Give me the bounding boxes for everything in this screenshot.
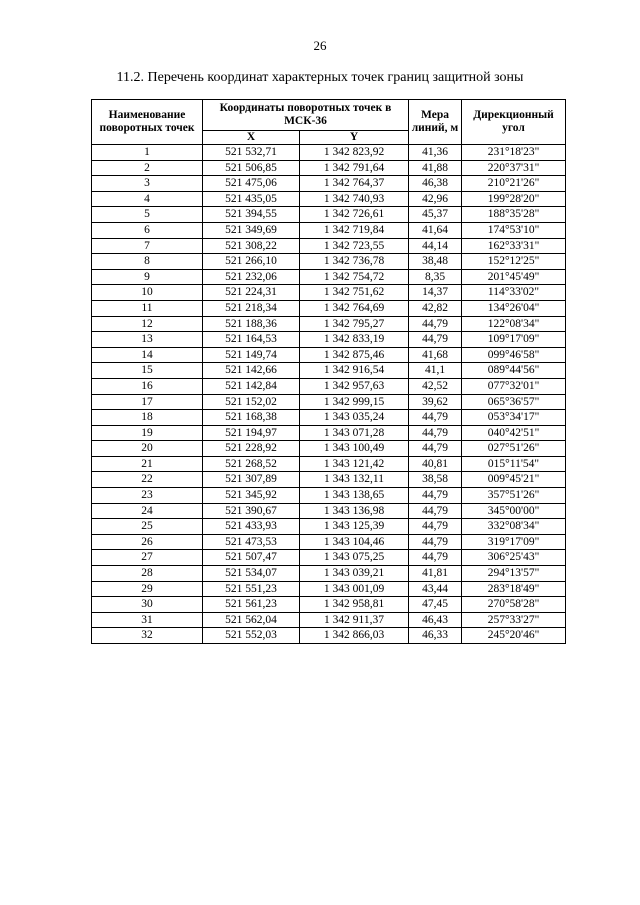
cell-line-length: 44,79 (409, 519, 462, 535)
cell-x: 521 142,66 (203, 363, 300, 379)
cell-direction-angle: 283°18'49" (462, 581, 566, 597)
header-row (92, 100, 566, 131)
cell-x: 521 232,06 (203, 269, 300, 285)
cell-line-length: 44,79 (409, 503, 462, 519)
cell-point-number: 8 (92, 254, 203, 270)
cell-direction-angle: 201°45'49" (462, 269, 566, 285)
cell-line-length: 44,79 (409, 534, 462, 550)
cell-line-length: 46,38 (409, 176, 462, 192)
cell-line-length: 46,43 (409, 612, 462, 628)
table-row (92, 347, 566, 363)
cell-line-length: 44,79 (409, 550, 462, 566)
table-header (92, 100, 566, 145)
cell-y: 1 342 764,69 (300, 300, 409, 316)
cell-direction-angle: 089°44'56" (462, 363, 566, 379)
cell-y: 1 342 866,03 (300, 628, 409, 644)
cell-line-length: 41,81 (409, 566, 462, 582)
cell-direction-angle: 162°33'31" (462, 238, 566, 254)
table-row (92, 441, 566, 457)
cell-line-length: 8,35 (409, 269, 462, 285)
cell-line-length: 44,14 (409, 238, 462, 254)
table-row (92, 550, 566, 566)
cell-direction-angle: 152°12'25" (462, 254, 566, 270)
cell-y: 1 343 132,11 (300, 472, 409, 488)
cell-y: 1 343 136,98 (300, 503, 409, 519)
table-row (92, 363, 566, 379)
cell-y: 1 342 833,19 (300, 332, 409, 348)
table-row (92, 581, 566, 597)
cell-point-number: 12 (92, 316, 203, 332)
cell-direction-angle: 174°53'10" (462, 222, 566, 238)
cell-y: 1 342 957,63 (300, 378, 409, 394)
cell-point-number: 3 (92, 176, 203, 192)
cell-x: 521 168,38 (203, 410, 300, 426)
cell-y: 1 343 075,25 (300, 550, 409, 566)
cell-line-length: 41,64 (409, 222, 462, 238)
table-row (92, 519, 566, 535)
cell-x: 521 345,92 (203, 488, 300, 504)
cell-direction-angle: 199°28'20" (462, 191, 566, 207)
cell-direction-angle: 294°13'57" (462, 566, 566, 582)
cell-point-number: 15 (92, 363, 203, 379)
header-point-name: Наименование поворотных точек (92, 100, 203, 145)
cell-direction-angle: 188°35'28" (462, 207, 566, 223)
table-row (92, 300, 566, 316)
cell-direction-angle: 015°11'54" (462, 456, 566, 472)
cell-point-number: 6 (92, 222, 203, 238)
cell-x: 521 307,89 (203, 472, 300, 488)
cell-line-length: 44,79 (409, 332, 462, 348)
cell-line-length: 42,52 (409, 378, 462, 394)
cell-x: 521 390,67 (203, 503, 300, 519)
cell-y: 1 343 035,24 (300, 410, 409, 426)
cell-direction-angle: 099°46'58" (462, 347, 566, 363)
table-row (92, 254, 566, 270)
cell-line-length: 38,48 (409, 254, 462, 270)
cell-point-number: 30 (92, 597, 203, 613)
cell-direction-angle: 009°45'21" (462, 472, 566, 488)
cell-direction-angle: 077°32'01" (462, 378, 566, 394)
table-row (92, 566, 566, 582)
cell-x: 521 532,71 (203, 145, 300, 161)
cell-line-length: 42,96 (409, 191, 462, 207)
cell-point-number: 22 (92, 472, 203, 488)
header-coordinates-group: Координаты поворотных точек в МСК-36 (203, 100, 409, 131)
cell-x: 521 534,07 (203, 566, 300, 582)
cell-y: 1 342 999,15 (300, 394, 409, 410)
cell-y: 1 343 138,65 (300, 488, 409, 504)
cell-y: 1 342 791,64 (300, 160, 409, 176)
cell-direction-angle: 357°51'26" (462, 488, 566, 504)
cell-line-length: 41,36 (409, 145, 462, 161)
cell-y: 1 343 104,46 (300, 534, 409, 550)
cell-x: 521 149,74 (203, 347, 300, 363)
cell-y: 1 342 726,61 (300, 207, 409, 223)
cell-y: 1 342 764,37 (300, 176, 409, 192)
table-row (92, 425, 566, 441)
cell-y: 1 342 823,92 (300, 145, 409, 161)
cell-x: 521 473,53 (203, 534, 300, 550)
cell-x: 521 164,53 (203, 332, 300, 348)
cell-direction-angle: 319°17'09" (462, 534, 566, 550)
table-row (92, 612, 566, 628)
cell-direction-angle: 345°00'00" (462, 503, 566, 519)
cell-line-length: 41,88 (409, 160, 462, 176)
cell-x: 521 433,93 (203, 519, 300, 535)
cell-line-length: 44,79 (409, 488, 462, 504)
header-direction-angle: Дирекционный угол (462, 100, 566, 145)
cell-point-number: 28 (92, 566, 203, 582)
cell-point-number: 16 (92, 378, 203, 394)
cell-direction-angle: 332°08'34" (462, 519, 566, 535)
cell-x: 521 394,55 (203, 207, 300, 223)
header-line-length: Мера линий, м (409, 100, 462, 145)
cell-point-number: 13 (92, 332, 203, 348)
table-row (92, 285, 566, 301)
header-x: X (203, 131, 300, 145)
cell-point-number: 10 (92, 285, 203, 301)
cell-x: 521 224,31 (203, 285, 300, 301)
cell-line-length: 40,81 (409, 456, 462, 472)
table-row (92, 597, 566, 613)
cell-line-length: 14,37 (409, 285, 462, 301)
cell-y: 1 342 958,81 (300, 597, 409, 613)
table-row (92, 160, 566, 176)
cell-direction-angle: 231°18'23" (462, 145, 566, 161)
cell-x: 521 188,36 (203, 316, 300, 332)
cell-direction-angle: 109°17'09" (462, 332, 566, 348)
cell-line-length: 42,82 (409, 300, 462, 316)
cell-x: 521 266,10 (203, 254, 300, 270)
table-row (92, 207, 566, 223)
cell-y: 1 342 719,84 (300, 222, 409, 238)
cell-point-number: 21 (92, 456, 203, 472)
cell-direction-angle: 245°20'46" (462, 628, 566, 644)
cell-point-number: 26 (92, 534, 203, 550)
cell-y: 1 342 736,78 (300, 254, 409, 270)
cell-x: 521 228,92 (203, 441, 300, 457)
cell-line-length: 45,37 (409, 207, 462, 223)
cell-x: 521 475,06 (203, 176, 300, 192)
cell-x: 521 142,84 (203, 378, 300, 394)
cell-line-length: 44,79 (409, 316, 462, 332)
cell-line-length: 44,79 (409, 441, 462, 457)
cell-point-number: 11 (92, 300, 203, 316)
table-row (92, 503, 566, 519)
cell-x: 521 561,23 (203, 597, 300, 613)
cell-point-number: 24 (92, 503, 203, 519)
table-row (92, 238, 566, 254)
cell-y: 1 342 916,54 (300, 363, 409, 379)
table-row (92, 456, 566, 472)
cell-y: 1 343 071,28 (300, 425, 409, 441)
cell-direction-angle: 122°08'34" (462, 316, 566, 332)
cell-line-length: 44,79 (409, 425, 462, 441)
cell-x: 521 435,05 (203, 191, 300, 207)
cell-direction-angle: 257°33'27" (462, 612, 566, 628)
cell-point-number: 4 (92, 191, 203, 207)
cell-point-number: 29 (92, 581, 203, 597)
cell-direction-angle: 306°25'43" (462, 550, 566, 566)
cell-y: 1 343 039,21 (300, 566, 409, 582)
table-row (92, 191, 566, 207)
cell-direction-angle: 270°58'28" (462, 597, 566, 613)
cell-direction-angle: 053°34'17" (462, 410, 566, 426)
cell-line-length: 39,62 (409, 394, 462, 410)
cell-line-length: 41,68 (409, 347, 462, 363)
cell-y: 1 343 121,42 (300, 456, 409, 472)
cell-y: 1 342 723,55 (300, 238, 409, 254)
cell-y: 1 343 001,09 (300, 581, 409, 597)
cell-x: 521 194,97 (203, 425, 300, 441)
cell-x: 521 268,52 (203, 456, 300, 472)
cell-x: 521 552,03 (203, 628, 300, 644)
table-row (92, 628, 566, 644)
table-row (92, 472, 566, 488)
cell-point-number: 9 (92, 269, 203, 285)
cell-point-number: 2 (92, 160, 203, 176)
cell-y: 1 342 911,37 (300, 612, 409, 628)
cell-direction-angle: 065°36'57" (462, 394, 566, 410)
table-row (92, 488, 566, 504)
table-row (92, 534, 566, 550)
cell-y: 1 342 795,27 (300, 316, 409, 332)
cell-point-number: 31 (92, 612, 203, 628)
table-row (92, 176, 566, 192)
cell-x: 521 551,23 (203, 581, 300, 597)
cell-x: 521 308,22 (203, 238, 300, 254)
cell-point-number: 18 (92, 410, 203, 426)
cell-x: 521 349,69 (203, 222, 300, 238)
cell-direction-angle: 027°51'26" (462, 441, 566, 457)
cell-y: 1 342 751,62 (300, 285, 409, 301)
cell-line-length: 46,33 (409, 628, 462, 644)
cell-direction-angle: 210°21'26" (462, 176, 566, 192)
cell-x: 521 506,85 (203, 160, 300, 176)
table-body (92, 145, 566, 644)
cell-line-length: 38,58 (409, 472, 462, 488)
cell-x: 521 507,47 (203, 550, 300, 566)
cell-line-length: 44,79 (409, 410, 462, 426)
cell-direction-angle: 040°42'51" (462, 425, 566, 441)
table-row (92, 145, 566, 161)
cell-point-number: 7 (92, 238, 203, 254)
page-number: 26 (313, 38, 327, 53)
table-row (92, 269, 566, 285)
cell-point-number: 19 (92, 425, 203, 441)
document-heading: 11.2. Перечень координат характерных точек границ защитной зоны (116, 70, 524, 85)
table-row (92, 394, 566, 410)
cell-x: 521 562,04 (203, 612, 300, 628)
header-y: Y (300, 131, 409, 145)
cell-point-number: 32 (92, 628, 203, 644)
cell-direction-angle: 220°37'31" (462, 160, 566, 176)
cell-point-number: 5 (92, 207, 203, 223)
cell-point-number: 27 (92, 550, 203, 566)
table-row (92, 316, 566, 332)
cell-y: 1 343 125,39 (300, 519, 409, 535)
table-row (92, 222, 566, 238)
cell-point-number: 1 (92, 145, 203, 161)
cell-line-length: 41,1 (409, 363, 462, 379)
cell-point-number: 23 (92, 488, 203, 504)
cell-y: 1 342 875,46 (300, 347, 409, 363)
cell-x: 521 218,34 (203, 300, 300, 316)
cell-point-number: 14 (92, 347, 203, 363)
cell-y: 1 342 754,72 (300, 269, 409, 285)
cell-line-length: 43,44 (409, 581, 462, 597)
cell-line-length: 47,45 (409, 597, 462, 613)
coordinates-table (91, 99, 566, 644)
table-row (92, 410, 566, 426)
cell-direction-angle: 114°33'02" (462, 285, 566, 301)
cell-x: 521 152,02 (203, 394, 300, 410)
cell-point-number: 25 (92, 519, 203, 535)
cell-point-number: 17 (92, 394, 203, 410)
cell-y: 1 343 100,49 (300, 441, 409, 457)
table-row (92, 332, 566, 348)
cell-direction-angle: 134°26'04" (462, 300, 566, 316)
cell-point-number: 20 (92, 441, 203, 457)
table-row (92, 378, 566, 394)
cell-y: 1 342 740,93 (300, 191, 409, 207)
